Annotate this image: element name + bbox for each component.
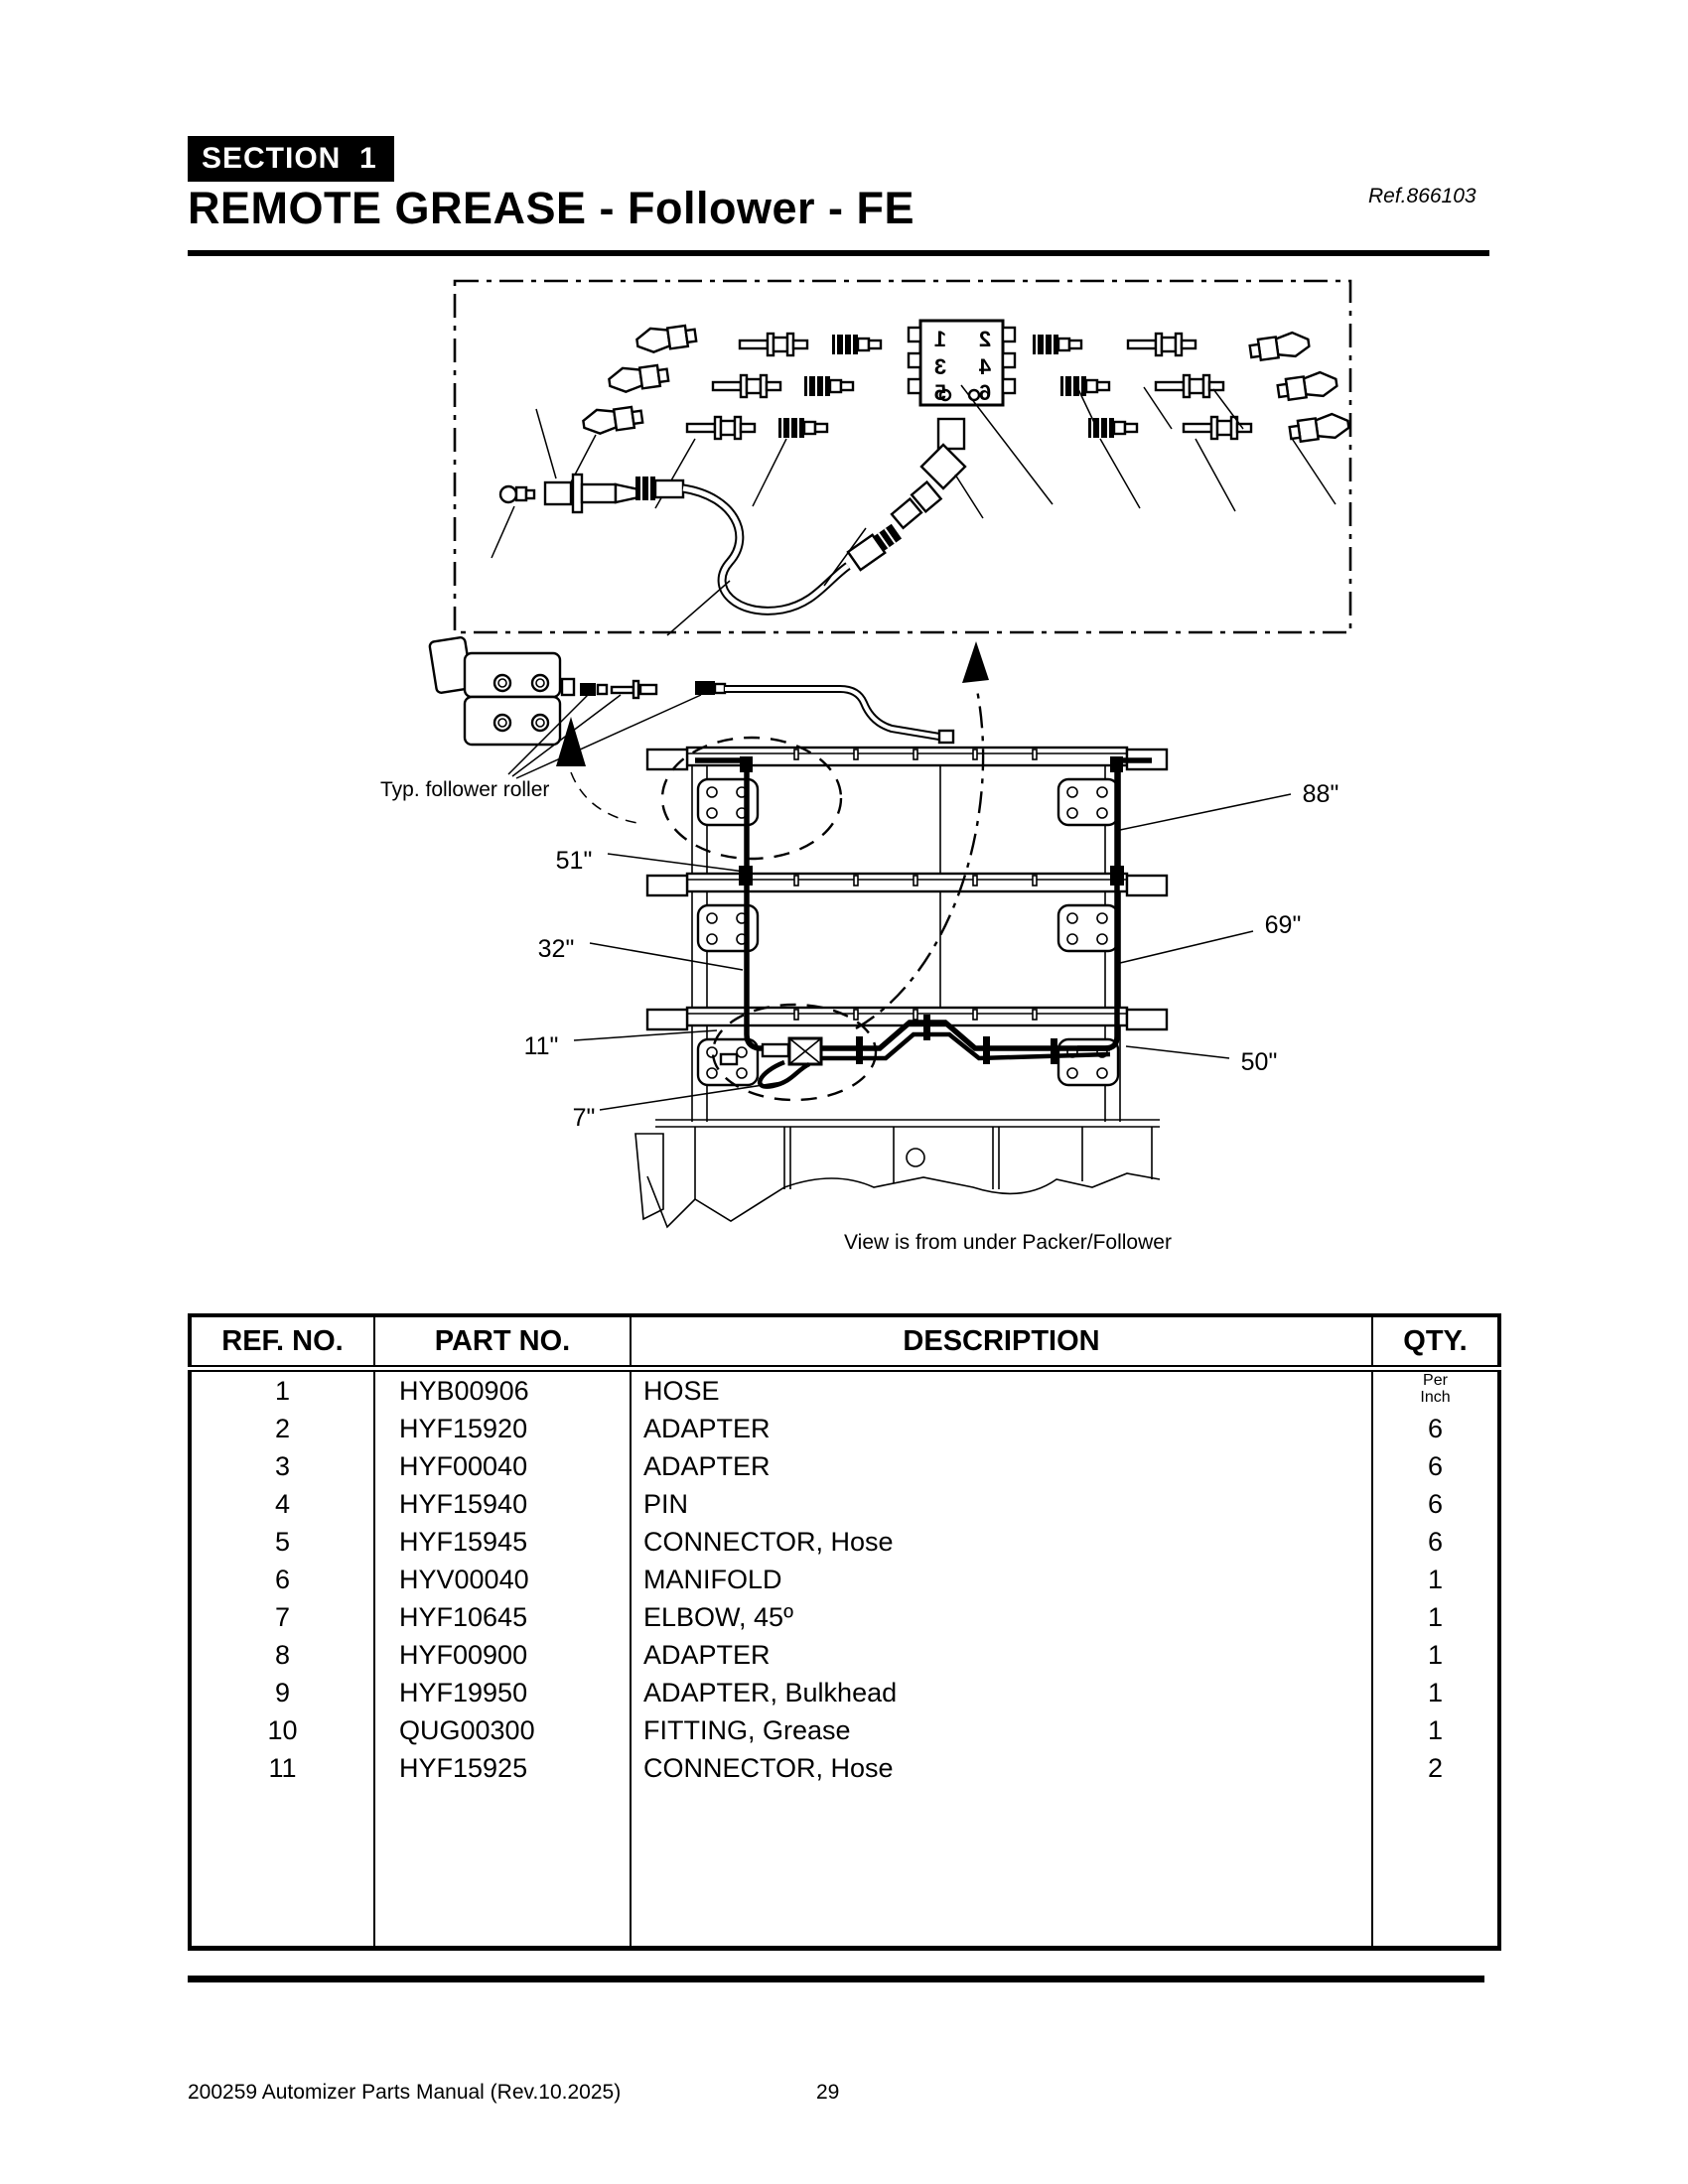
dim-69: 69" (1264, 911, 1302, 939)
view-caption: View is from under Packer/Follower (844, 1231, 1172, 1254)
fitting-cluster-right (1033, 331, 1349, 511)
port-1: 1 (933, 327, 947, 351)
frame-skirt (635, 1120, 1160, 1227)
header-rule (188, 250, 1489, 256)
col-header-part: PART NO. (374, 1315, 631, 1369)
footer-page-number: 29 (816, 2081, 840, 2104)
exploded-parts-diagram (0, 268, 1688, 1271)
table-row: 10 QUG00300 FITTING, Grease 1 (190, 1711, 1499, 1749)
section-badge: SECTION 1 (188, 136, 394, 182)
port-3: 3 (933, 354, 947, 379)
table-row: 7 HYF10645 ELBOW, 45º 1 (190, 1598, 1499, 1636)
dim-7: 7" (572, 1104, 596, 1132)
port-5: 5 (933, 380, 947, 405)
table-filler-row (190, 1787, 1499, 1949)
port-2: 2 (978, 327, 992, 351)
dim-11: 11" (523, 1032, 559, 1060)
table-row: 2 HYF15920 ADAPTER 6 (190, 1410, 1499, 1447)
col-header-qty: QTY. (1372, 1315, 1499, 1369)
table-row: 8 HYF00900 ADAPTER 1 (190, 1636, 1499, 1674)
port-6: 6 (978, 380, 992, 405)
dimension-labels (524, 780, 1339, 1132)
dim-88: 88" (1302, 780, 1339, 808)
hose-assembly (635, 477, 941, 635)
grease-fitting-and-adapter (492, 409, 643, 558)
reference-number: Ref.866103 (1368, 185, 1477, 207)
footer-manual-title: 200259 Automizer Parts Manual (Rev.10.2025) (188, 2081, 622, 2104)
roller-note: Typ. follower roller (380, 778, 550, 801)
table-row: 4 HYF15940 PIN 6 (190, 1485, 1499, 1523)
table-row: 11 HYF15925 CONNECTOR, Hose 2 (190, 1749, 1499, 1787)
table-row: 3 HYF00040 ADAPTER 6 (190, 1447, 1499, 1485)
exploded-view-arrow (856, 641, 989, 1028)
dim-32: 32" (537, 935, 575, 963)
table-header-row (190, 1315, 1499, 1369)
dim-50: 50" (1240, 1048, 1278, 1076)
parts-table (188, 1313, 1501, 1951)
page-title: REMOTE GREASE - Follower - FE (188, 183, 915, 233)
qty-per-inch: Per Inch (1420, 1372, 1451, 1406)
dim-51: 51" (555, 847, 593, 875)
table-row: 5 HYF15945 CONNECTOR, Hose 6 (190, 1523, 1499, 1561)
table-row: 1 HYB00906 HOSE Per Inch (190, 1369, 1499, 1411)
bottom-rule (188, 1976, 1484, 1982)
frame-rail-middle (647, 874, 1167, 951)
port-4: 4 (978, 354, 992, 379)
fitting-cluster-left (561, 323, 881, 508)
table-row: 9 HYF19950 ADAPTER, Bulkhead 1 (190, 1674, 1499, 1711)
col-header-desc: DESCRIPTION (631, 1315, 1372, 1369)
table-row: 6 HYV00040 MANIFOLD 1 (190, 1561, 1499, 1598)
exploded-view-border (455, 281, 1350, 632)
col-header-ref: REF. NO. (190, 1315, 374, 1369)
